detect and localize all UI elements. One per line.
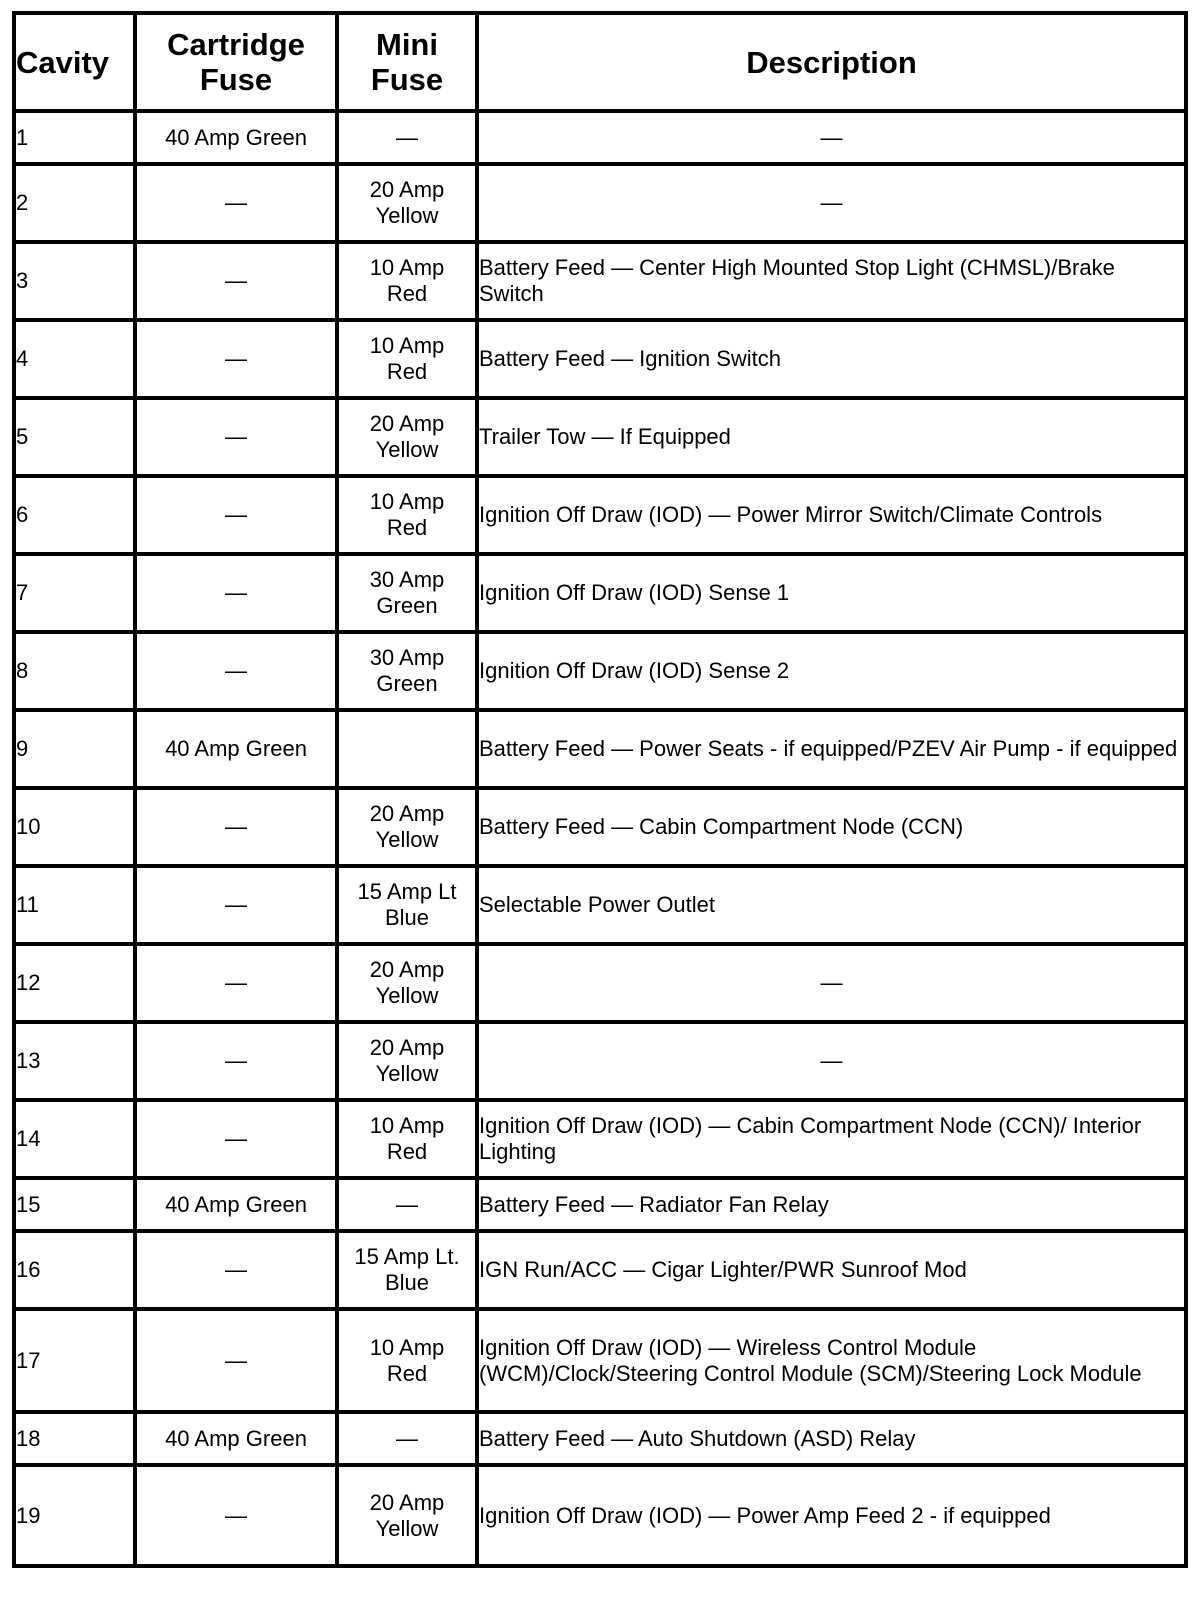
cell-cartridge-fuse: — [135,866,337,944]
cell-mini-fuse [337,1231,477,1309]
cell-cavity: 12 [14,944,135,1022]
mini-fuse-label: — [396,124,418,150]
cell-mini-fuse [337,554,477,632]
cell-cartridge-fuse: — [135,164,337,242]
table-row [14,554,1186,632]
cell-cavity: 3 [14,242,135,320]
table-body [14,111,1186,1566]
table-row [14,476,1186,554]
table-row [14,944,1186,1022]
cell-description: Ignition Off Draw (IOD) Sense 1 [477,554,1186,632]
cell-description: Ignition Off Draw (IOD) — Power Amp Feed 2 - if equipped [477,1465,1186,1566]
cell-mini-fuse [337,320,477,398]
table-row [14,1309,1186,1412]
table-row [14,164,1186,242]
cell-description: Battery Feed — Radiator Fan Relay [477,1178,1186,1231]
mini-fuse-label: 10 Amp Red [369,489,445,540]
mini-fuse-label: 20 Amp Yellow [369,411,445,462]
cell-cavity: 19 [14,1465,135,1566]
mini-fuse-label: 30 Amp Green [369,645,445,696]
cell-description: Battery Feed — Ignition Switch [477,320,1186,398]
table-row [14,866,1186,944]
cell-mini-fuse [337,788,477,866]
cell-cartridge-fuse: — [135,1309,337,1412]
cell-mini-fuse [337,398,477,476]
cell-description: — [477,111,1186,164]
cell-cartridge-fuse: — [135,398,337,476]
cell-cavity: 4 [14,320,135,398]
mini-fuse-label: 20 Amp Yellow [369,1489,445,1541]
table-row [14,398,1186,476]
mini-fuse-label: 20 Amp Yellow [369,177,445,228]
cell-cartridge-fuse: — [135,1465,337,1566]
cell-mini-fuse [337,111,477,164]
cell-cavity: 11 [14,866,135,944]
table-row [14,1412,1186,1465]
cell-mini-fuse [337,944,477,1022]
mini-fuse-label: 30 Amp Green [369,567,445,618]
mini-fuse-label: 10 Amp Red [369,255,445,306]
mini-fuse-label: 20 Amp Yellow [369,801,445,852]
cell-cavity: 17 [14,1309,135,1412]
cell-cavity: 2 [14,164,135,242]
cell-cartridge-fuse: — [135,1231,337,1309]
cell-cavity: 8 [14,632,135,710]
mini-fuse-label: 10 Amp Red [369,333,445,384]
header-mini-fuse: Mini Fuse [337,13,477,111]
header-cartridge-fuse: Cartridge Fuse [135,13,337,111]
table-row [14,1100,1186,1178]
cell-cartridge-fuse: 40 Amp Green [135,710,337,788]
cell-cartridge-fuse: — [135,944,337,1022]
mini-fuse-label: 20 Amp Yellow [369,957,445,1008]
mini-fuse-label: — [396,1191,418,1217]
cell-mini-fuse [337,1465,477,1566]
cell-mini-fuse [337,476,477,554]
cell-cavity: 1 [14,111,135,164]
table-row [14,111,1186,164]
cell-cartridge-fuse: 40 Amp Green [135,1412,337,1465]
cell-mini-fuse [337,1100,477,1178]
cell-description: — [477,164,1186,242]
cell-description: Trailer Tow — If Equipped [477,398,1186,476]
table-row [14,1178,1186,1231]
cell-mini-fuse [337,164,477,242]
cell-description: Battery Feed — Power Seats - if equipped/PZEV Air Pump - if equipped [477,710,1186,788]
cell-description: Ignition Off Draw (IOD) — Wireless Control Module (WCM)/Clock/Steering Control Module (SCM)/Steering Lock Module [477,1309,1186,1412]
mini-fuse-label: — [396,1425,418,1451]
mini-fuse-label: 15 Amp Lt Blue [357,879,457,930]
cell-mini-fuse [337,242,477,320]
mini-fuse-label: 15 Amp Lt. Blue [354,1244,460,1295]
cell-cavity: 10 [14,788,135,866]
cell-cavity: 5 [14,398,135,476]
mini-fuse-label: 10 Amp Red [369,1334,445,1386]
cell-mini-fuse [337,710,477,788]
cell-description: Battery Feed — Center High Mounted Stop Light (CHMSL)/Brake Switch [477,242,1186,320]
cell-description: Ignition Off Draw (IOD) — Cabin Compartment Node (CCN)/ Interior Lighting [477,1100,1186,1178]
cell-description: IGN Run/ACC — Cigar Lighter/PWR Sunroof Mod [477,1231,1186,1309]
table-row [14,788,1186,866]
cell-cavity: 9 [14,710,135,788]
table-header [14,13,1186,111]
cell-description: Battery Feed — Cabin Compartment Node (CCN) [477,788,1186,866]
table-row [14,320,1186,398]
header-description: Description [477,13,1186,111]
cell-mini-fuse [337,1022,477,1100]
cell-cartridge-fuse: 40 Amp Green [135,111,337,164]
cell-cartridge-fuse: — [135,320,337,398]
cell-cartridge-fuse: — [135,242,337,320]
table-row [14,242,1186,320]
cell-description: — [477,1022,1186,1100]
table-row [14,632,1186,710]
cell-description: Battery Feed — Auto Shutdown (ASD) Relay [477,1412,1186,1465]
cell-cartridge-fuse: — [135,788,337,866]
cell-cartridge-fuse: — [135,632,337,710]
cell-cavity: 13 [14,1022,135,1100]
cell-cartridge-fuse: — [135,1100,337,1178]
header-cavity: Cavity [14,13,135,111]
cell-description: — [477,944,1186,1022]
table-row [14,710,1186,788]
mini-fuse-label: 20 Amp Yellow [369,1035,445,1086]
cell-cavity: 7 [14,554,135,632]
cell-mini-fuse [337,1412,477,1465]
cell-description: Selectable Power Outlet [477,866,1186,944]
mini-fuse-label: 10 Amp Red [369,1113,445,1164]
cell-cavity: 18 [14,1412,135,1465]
cell-cartridge-fuse: 40 Amp Green [135,1178,337,1231]
cell-mini-fuse [337,1178,477,1231]
table-row [14,1231,1186,1309]
cell-cartridge-fuse: — [135,554,337,632]
cell-cavity: 6 [14,476,135,554]
cell-mini-fuse [337,632,477,710]
cell-description: Ignition Off Draw (IOD) Sense 2 [477,632,1186,710]
cell-mini-fuse [337,1309,477,1412]
cell-cavity: 16 [14,1231,135,1309]
table-row [14,1465,1186,1566]
cell-cavity: 15 [14,1178,135,1231]
table-row [14,1022,1186,1100]
cell-mini-fuse [337,866,477,944]
fuse-table [12,11,1188,1568]
cell-cartridge-fuse: — [135,1022,337,1100]
header-row [14,13,1186,111]
cell-cavity: 14 [14,1100,135,1178]
cell-cartridge-fuse: — [135,476,337,554]
cell-description: Ignition Off Draw (IOD) — Power Mirror Switch/Climate Controls [477,476,1186,554]
